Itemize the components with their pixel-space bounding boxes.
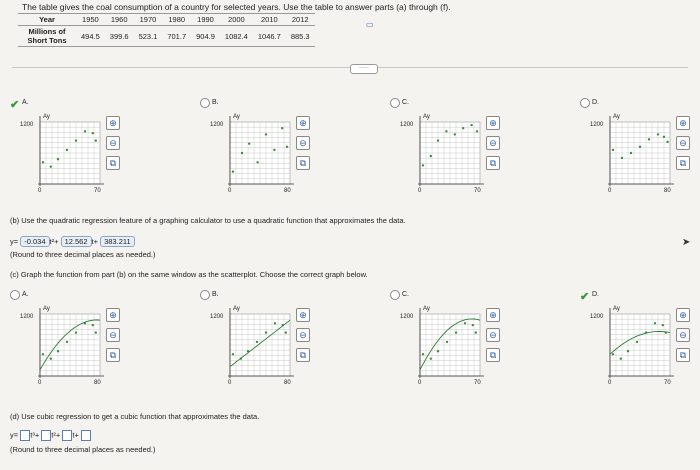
y-tick-label: 1200 bbox=[20, 122, 34, 128]
more-button[interactable]: ····· bbox=[350, 64, 378, 74]
cubic-b-input[interactable] bbox=[41, 430, 51, 441]
scatter-point bbox=[256, 161, 258, 163]
year-header: Year bbox=[18, 14, 76, 26]
scatter-point bbox=[470, 124, 472, 126]
zoom-in-icon[interactable]: ⊕ bbox=[296, 308, 310, 322]
scatter-point bbox=[663, 136, 665, 138]
x-zero-label: 0 bbox=[418, 380, 422, 386]
table-cell: 2012 bbox=[286, 14, 315, 26]
x-zero-label: 0 bbox=[228, 380, 232, 386]
option-radio[interactable] bbox=[390, 290, 400, 300]
y-axis-label: Ay bbox=[613, 306, 620, 312]
table-cell: 1950 bbox=[76, 14, 105, 26]
x-end-label: 80 bbox=[284, 380, 291, 386]
zoom-in-icon[interactable]: ⊕ bbox=[106, 308, 120, 322]
zoom-in-icon[interactable]: ⊕ bbox=[486, 308, 500, 322]
table-cell: 1046.7 bbox=[253, 26, 286, 47]
scatter-point bbox=[232, 353, 234, 355]
intro-text: The table gives the coal consumption of a country for selected years. Use the table to answer parts (a) through (f). bbox=[22, 2, 451, 12]
option-letter: D. bbox=[592, 99, 599, 106]
option-graph bbox=[580, 300, 690, 400]
scatter-point bbox=[66, 341, 68, 343]
part-d-prompt: (d) Use cubic regression to get a cubic function that approximates the data. bbox=[10, 412, 260, 421]
scatter-point bbox=[241, 152, 243, 154]
zoom-out-icon[interactable]: ⊖ bbox=[296, 136, 310, 150]
option-letter: C. bbox=[402, 291, 409, 298]
scatter-point bbox=[430, 357, 432, 359]
option-graph bbox=[580, 108, 690, 208]
selected-check-icon[interactable]: ✔ bbox=[10, 99, 20, 111]
y-tick-label: 1200 bbox=[400, 122, 414, 128]
option-radio[interactable] bbox=[200, 290, 210, 300]
y-axis-label: Ay bbox=[233, 306, 240, 312]
scatter-point bbox=[285, 331, 287, 333]
popout-icon[interactable]: ⧉ bbox=[106, 348, 120, 362]
scatter-point bbox=[273, 149, 275, 151]
y-tick-label: 1200 bbox=[20, 314, 34, 320]
x-zero-label: 0 bbox=[608, 188, 612, 194]
scatter-point bbox=[654, 322, 656, 324]
y-tick-label: 1200 bbox=[210, 122, 224, 128]
zoom-in-icon[interactable]: ⊕ bbox=[486, 116, 500, 130]
table-row bbox=[18, 26, 315, 47]
scatter-point bbox=[286, 146, 288, 148]
option-letter: B. bbox=[212, 291, 219, 298]
y-tick-label: 1200 bbox=[590, 122, 604, 128]
popout-icon[interactable]: ⧉ bbox=[106, 156, 120, 170]
scatter-point bbox=[636, 341, 638, 343]
option-radio[interactable] bbox=[10, 290, 20, 300]
cursor-arrow-icon: ➤ bbox=[682, 237, 691, 248]
scatter-point bbox=[248, 143, 250, 145]
scatter-point bbox=[281, 127, 283, 129]
scatter-point bbox=[50, 357, 52, 359]
scatter-point bbox=[666, 141, 668, 143]
y-tick-label: 1200 bbox=[400, 314, 414, 320]
scatter-point bbox=[648, 138, 650, 140]
y-axis-label: Ay bbox=[613, 114, 620, 120]
y-tick-label: 1200 bbox=[590, 314, 604, 320]
scatter-point bbox=[430, 155, 432, 157]
scatter-point bbox=[639, 146, 641, 148]
scatter-point bbox=[57, 158, 59, 160]
zoom-out-icon[interactable]: ⊖ bbox=[106, 328, 120, 342]
scatter-point bbox=[662, 324, 664, 326]
popout-icon[interactable]: ⧉ bbox=[486, 156, 500, 170]
x-end-label: 80 bbox=[94, 380, 101, 386]
y-axis-label: Ay bbox=[43, 306, 50, 312]
x-end-label: 70 bbox=[664, 380, 671, 386]
table-cell: 701.7 bbox=[162, 26, 191, 47]
table-cell: 1980 bbox=[162, 14, 191, 26]
scatter-point bbox=[462, 127, 464, 129]
scatter-point bbox=[75, 331, 77, 333]
cubic-a-input[interactable] bbox=[20, 430, 30, 441]
x-zero-label: 0 bbox=[228, 188, 232, 194]
scatter-point bbox=[84, 130, 86, 132]
scatter-point bbox=[612, 353, 614, 355]
x-zero-label: 0 bbox=[608, 380, 612, 386]
scatter-point bbox=[612, 149, 614, 151]
option-radio[interactable] bbox=[580, 98, 590, 108]
option-letter: C. bbox=[402, 99, 409, 106]
scatter-point bbox=[66, 149, 68, 151]
scatter-point bbox=[454, 133, 456, 135]
cubic-d-input[interactable] bbox=[81, 430, 91, 441]
scatter-point bbox=[265, 133, 267, 135]
y-axis-label: Ay bbox=[233, 114, 240, 120]
option-graph bbox=[390, 300, 500, 400]
scatter-point bbox=[620, 357, 622, 359]
scatter-point bbox=[50, 165, 52, 167]
scatter-point bbox=[95, 331, 97, 333]
scatter-point bbox=[95, 139, 97, 141]
x-end-label: 80 bbox=[284, 188, 291, 194]
table-cell: 1990 bbox=[191, 14, 220, 26]
scatter-point bbox=[422, 353, 424, 355]
zoom-in-icon[interactable]: ⊕ bbox=[676, 308, 690, 322]
table-cell: 494.5 bbox=[76, 26, 105, 47]
table-cell: 2010 bbox=[253, 14, 286, 26]
option-graph bbox=[200, 300, 310, 400]
scatter-point bbox=[445, 130, 447, 132]
scatter-point bbox=[42, 161, 44, 163]
table-cell: 523.1 bbox=[134, 26, 163, 47]
scatter-point bbox=[657, 133, 659, 135]
x-zero-label: 0 bbox=[38, 380, 42, 386]
scatter-point bbox=[92, 324, 94, 326]
cubic-c-input[interactable] bbox=[62, 430, 72, 441]
x-end-label: 70 bbox=[94, 188, 101, 194]
scatter-point bbox=[627, 350, 629, 352]
table-row bbox=[18, 14, 315, 26]
round-note-b: (Round to three decimal places as needed.) bbox=[10, 250, 156, 259]
option-radio[interactable] bbox=[200, 98, 210, 108]
option-letter: D. bbox=[592, 291, 599, 298]
scatter-point bbox=[265, 331, 267, 333]
quadratic-equation: y= -0.034 t²+ 12.562 t+ 383.211 bbox=[10, 236, 135, 247]
scatter-point bbox=[92, 132, 94, 134]
x-end-label: 80 bbox=[664, 188, 671, 194]
table-cell: 885.3 bbox=[286, 26, 315, 47]
scatter-point bbox=[274, 322, 276, 324]
y-axis-label: Ay bbox=[423, 114, 430, 120]
scatter-point bbox=[621, 157, 623, 159]
table-cell: 1970 bbox=[134, 14, 163, 26]
scatter-point bbox=[57, 350, 59, 352]
part-b-prompt: (b) Use the quadratic regression feature of a graphing calculator to use a quadratic function that approximates the data. bbox=[10, 216, 406, 225]
scatter-point bbox=[475, 331, 477, 333]
x-zero-label: 0 bbox=[418, 188, 422, 194]
table-cell: 1082.4 bbox=[220, 26, 253, 47]
option-radio[interactable] bbox=[390, 98, 400, 108]
option-graph bbox=[200, 108, 310, 208]
popout-icon[interactable]: ⧉ bbox=[296, 348, 310, 362]
table-cell: 399.6 bbox=[105, 26, 134, 47]
zoom-in-icon[interactable]: ⊕ bbox=[296, 116, 310, 130]
scatter-point bbox=[75, 139, 77, 141]
scatter-point bbox=[472, 324, 474, 326]
option-letter: B. bbox=[212, 99, 219, 106]
zoom-out-icon[interactable]: ⊖ bbox=[106, 136, 120, 150]
scatter-point bbox=[42, 353, 44, 355]
x-end-label: 70 bbox=[474, 188, 481, 194]
zoom-out-icon[interactable]: ⊖ bbox=[296, 328, 310, 342]
scatter-point bbox=[455, 331, 457, 333]
part-c-prompt: (c) Graph the function from part (b) on the same window as the scatterplot. Choose the correct graph below. bbox=[10, 270, 368, 279]
cubic-equation: y= t³+ t²+ t+ bbox=[10, 430, 91, 441]
x-zero-label: 0 bbox=[38, 188, 42, 194]
zoom-out-icon[interactable]: ⊖ bbox=[676, 136, 690, 150]
zoom-out-icon[interactable]: ⊖ bbox=[486, 136, 500, 150]
zoom-in-icon[interactable]: ⊕ bbox=[676, 116, 690, 130]
scatter-point bbox=[256, 341, 258, 343]
popout-icon[interactable]: ⧉ bbox=[676, 156, 690, 170]
table-cell: 2000 bbox=[220, 14, 253, 26]
table-cell: 1960 bbox=[105, 14, 134, 26]
scatter-point bbox=[446, 341, 448, 343]
quad-b-value[interactable]: 12.562 bbox=[61, 236, 92, 247]
x-end-label: 70 bbox=[474, 380, 481, 386]
scatter-point bbox=[630, 152, 632, 154]
scatter-point bbox=[232, 170, 234, 172]
scatter-point bbox=[422, 164, 424, 166]
quad-c-value[interactable]: 383.211 bbox=[100, 236, 135, 247]
round-note-d: (Round to three decimal places as needed.) bbox=[10, 445, 156, 454]
copy-icon[interactable]: ▭ bbox=[366, 20, 374, 29]
zoom-out-icon[interactable]: ⊖ bbox=[676, 328, 690, 342]
popout-icon[interactable]: ⧉ bbox=[486, 348, 500, 362]
y-tick-label: 1200 bbox=[210, 314, 224, 320]
option-graph bbox=[10, 300, 120, 400]
tons-header: Millions of Short Tons bbox=[18, 26, 76, 47]
scatter-point bbox=[464, 322, 466, 324]
zoom-out-icon[interactable]: ⊖ bbox=[486, 328, 500, 342]
popout-icon[interactable]: ⧉ bbox=[296, 156, 310, 170]
zoom-in-icon[interactable]: ⊕ bbox=[106, 116, 120, 130]
option-graph bbox=[390, 108, 500, 208]
option-letter: A. bbox=[22, 291, 29, 298]
quad-a-value[interactable]: -0.034 bbox=[20, 236, 49, 247]
y-axis-label: Ay bbox=[43, 114, 50, 120]
coal-table bbox=[18, 13, 315, 47]
selected-check-icon[interactable]: ✔ bbox=[580, 291, 590, 303]
table-cell: 904.9 bbox=[191, 26, 220, 47]
scatter-point bbox=[476, 130, 478, 132]
popout-icon[interactable]: ⧉ bbox=[676, 348, 690, 362]
scatter-point bbox=[437, 350, 439, 352]
option-graph bbox=[10, 108, 120, 208]
y-axis-label: Ay bbox=[423, 306, 430, 312]
scatter-point bbox=[437, 139, 439, 141]
option-letter: A. bbox=[22, 99, 29, 106]
